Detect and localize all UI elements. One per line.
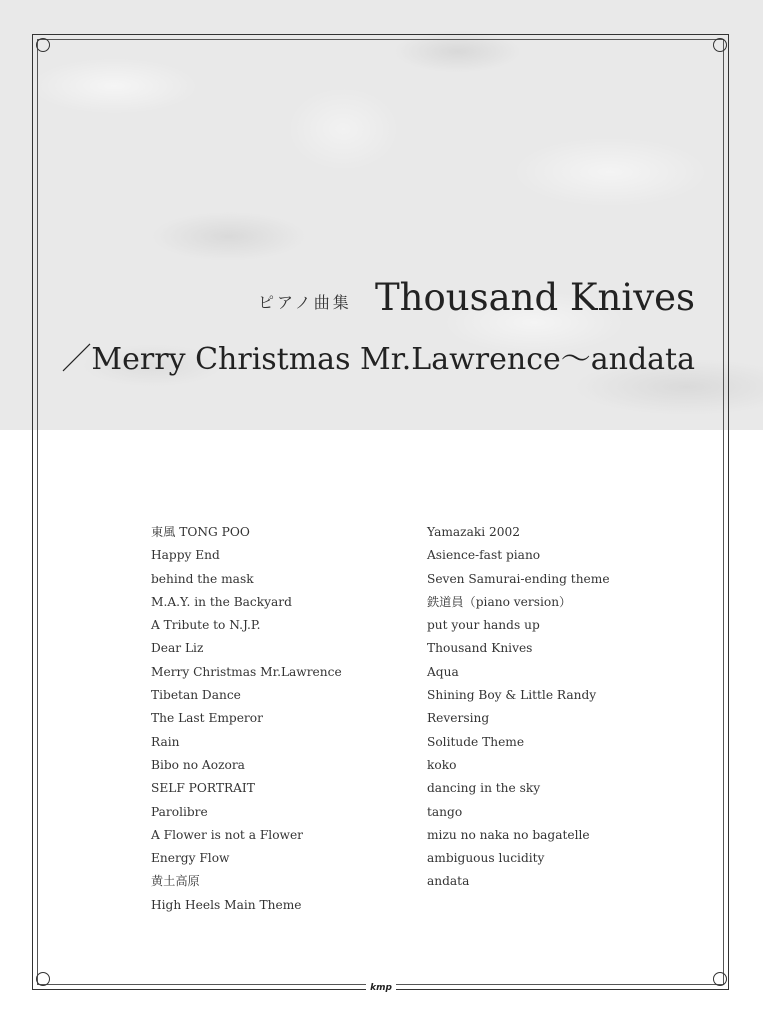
publisher-logo: kmp bbox=[366, 982, 396, 994]
track-item: Shining Boy & Little Randy bbox=[427, 688, 597, 703]
track-item: Dear Liz bbox=[151, 641, 204, 656]
track-item: The Last Emperor bbox=[151, 711, 263, 726]
tracklist-right-column bbox=[427, 521, 610, 894]
track-item: Reversing bbox=[427, 711, 490, 726]
track-item: Solitude Theme bbox=[427, 734, 525, 749]
track-item: Rain bbox=[151, 734, 180, 749]
track-item: SELF PORTRAIT bbox=[151, 781, 255, 796]
track-item: Bibo no Aozora bbox=[151, 757, 245, 772]
book-title: Thousand Knives bbox=[374, 276, 695, 319]
track-item: dancing in the sky bbox=[427, 781, 541, 796]
track-item: A Flower is not a Flower bbox=[151, 827, 303, 842]
track-item: put your hands up bbox=[427, 618, 540, 633]
track-item: Tibetan Dance bbox=[151, 688, 241, 703]
frame-corner-ornament bbox=[713, 38, 727, 52]
track-item: Aqua bbox=[427, 664, 459, 679]
frame-corner-ornament bbox=[36, 972, 50, 986]
track-item: ambiguous lucidity bbox=[427, 851, 545, 866]
track-item: behind the mask bbox=[151, 571, 254, 586]
track-item: 黄土高原 bbox=[151, 874, 200, 889]
frame-corner-ornament bbox=[713, 972, 727, 986]
track-item: Asience-fast piano bbox=[427, 548, 541, 563]
track-item: 東風 TONG POO bbox=[151, 525, 250, 539]
track-item: Parolibre bbox=[151, 804, 208, 819]
book-title-line2: ／Merry Christmas Mr.Lawrence～andata bbox=[61, 342, 695, 377]
track-item: andata bbox=[427, 874, 470, 889]
track-item: mizu no naka no bagatelle bbox=[427, 827, 590, 842]
book-type-label: ピアノ曲集 bbox=[258, 293, 352, 312]
track-item: Energy Flow bbox=[151, 851, 230, 866]
track-item: Yamazaki 2002 bbox=[427, 525, 521, 539]
track-item: A Tribute to N.J.P. bbox=[151, 618, 261, 633]
track-item: Merry Christmas Mr.Lawrence bbox=[151, 664, 342, 679]
track-item: tango bbox=[427, 804, 463, 819]
track-item: koko bbox=[427, 757, 457, 772]
track-item: 鉄道員（piano version） bbox=[427, 594, 572, 609]
decorative-frame-inner bbox=[37, 39, 724, 985]
track-item: Happy End bbox=[151, 548, 220, 563]
track-item: High Heels Main Theme bbox=[151, 897, 302, 912]
track-item: Seven Samurai-ending theme bbox=[427, 571, 610, 586]
frame-corner-ornament bbox=[36, 38, 50, 52]
track-item: M.A.Y. in the Backyard bbox=[151, 594, 292, 609]
tracklist-left-column bbox=[151, 521, 342, 917]
track-item: Thousand Knives bbox=[427, 641, 533, 656]
